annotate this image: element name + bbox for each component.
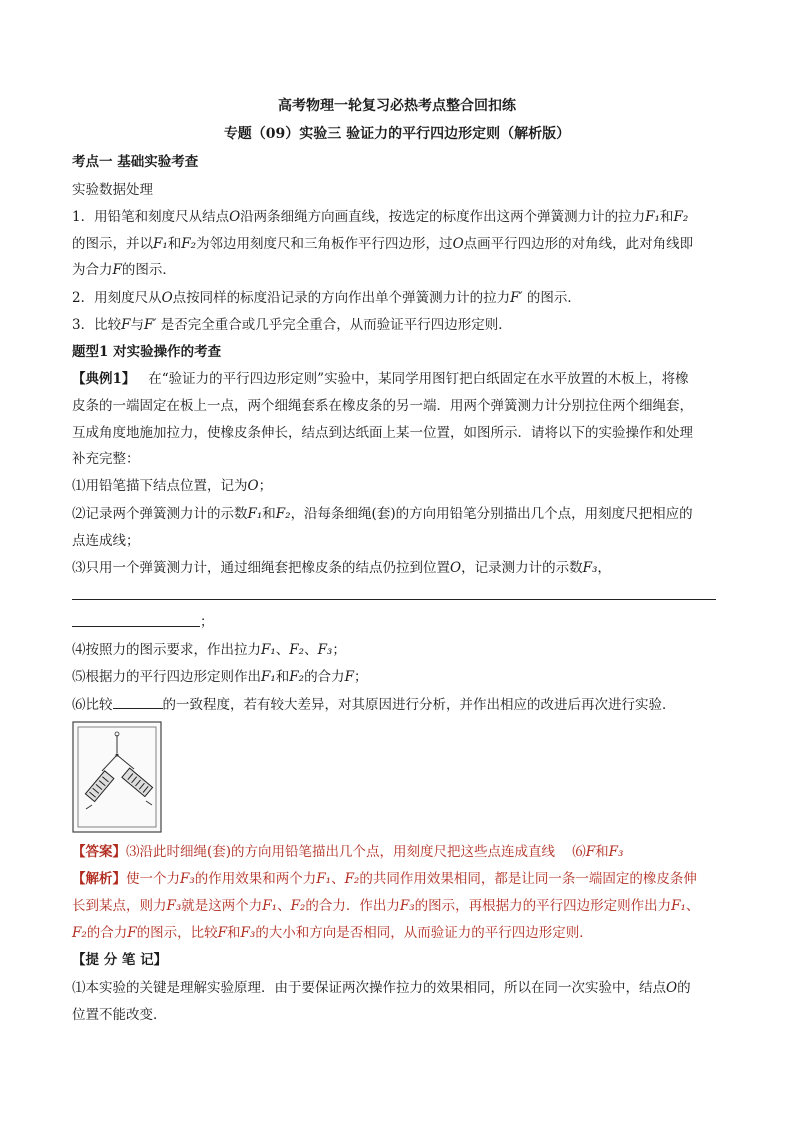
- item6: ⑹比较 的一致程度，若有较大差异，对其原因进行分析，并作出相应的改进后再次进行实验．: [72, 694, 676, 715]
- item3-end: ；: [200, 614, 214, 630]
- step1-line1: 1．用铅笔和刻度尺从结点O沿两条细绳方向画直线，按选定的标度作出这两个弹簧测力计的拉力F₁和F₂: [72, 209, 689, 225]
- analysis-line1: 【解析】使一个力F₃的作用效果和两个力F₁、F₂的共同作用效果相同，都是让同一条一端固定的橡皮条伸: [72, 871, 697, 887]
- example-line3: 互成角度地施加拉力，使橡皮条伸长，结点到达纸面上某一位置，如图所示．请将以下的实验操作和处理: [72, 425, 693, 441]
- topic1-heading: 题型1 对实验操作的考查: [72, 344, 222, 360]
- answer-blank-line-short: [72, 626, 200, 627]
- experiment-figure: [72, 721, 162, 833]
- fill-in-blank: [113, 694, 163, 709]
- data-processing-heading: 实验数据处理: [72, 182, 153, 198]
- notes-heading: 【提 分 笔 记】: [72, 952, 168, 968]
- notes-line1: ⑴本实验的关键是理解实验原理．由于要保证两次操作拉力的效果相同，所以在同一次实验中，结点O的: [72, 980, 691, 996]
- step2-line: 2．用刻度尺从O点按同样的标度沿记录的方向作出单个弹簧测力计的拉力F′ 的图示．: [72, 290, 581, 306]
- page-title: 高考物理一轮复习必热考点整合回扣练: [278, 98, 516, 114]
- item2-line2: 点连成线；: [72, 533, 140, 549]
- notes-line2: 位置不能改变．: [72, 1007, 167, 1023]
- item5: ⑸根据力的平行四边形定则作出F₁和F₂的合力F；: [72, 669, 368, 685]
- step3-line: 3．比较F与F′ 是否完全重合或几乎完全重合，从而验证平行四边形定则．: [72, 317, 512, 333]
- page-subtitle: 专题（09）实验三 验证力的平行四边形定则（解析版）: [223, 126, 571, 142]
- step1-line3: 为合力F的图示．: [72, 262, 176, 278]
- example-line1: 【典例1】 在“验证力的平行四边形定则”实验中，某同学用图钉把白纸固定在水平放置的木板上，将橡: [72, 371, 689, 387]
- answer-line: 【答案】⑶沿此时细绳(套)的方向用铅笔描出几个点，用刻度尺把这些点连成直线 ⑹F和F₃: [72, 844, 624, 860]
- item3-line1: ⑶只用一个弹簧测力计，通过细绳套把橡皮条的结点仍拉到位置O，记录测力计的示数F₃，: [72, 560, 611, 576]
- answer-blank-line: [72, 599, 716, 600]
- step1-line2: 的图示，并以F₁和F₂为邻边用刻度尺和三角板作平行四边形，过O点画平行四边形的对角线，此对角线即: [72, 236, 694, 252]
- item1: ⑴用铅笔描下结点位置，记为O；: [72, 478, 273, 494]
- example-line4: 补充完整：: [72, 451, 140, 467]
- item4: ⑷按照力的图示要求，作出拉力F₁、F₂、F₃；: [72, 642, 346, 658]
- item2-line1: ⑵记录两个弹簧测力计的示数F₁和F₂，沿每条细绳(套)的方向用铅笔分别描出几个点，用刻度尺把相应的: [72, 506, 693, 522]
- section-heading: 考点一 基础实验考查: [72, 154, 199, 170]
- example-line2: 皮条的一端固定在板上一点，两个细绳套系在橡皮条的另一端．用两个弹簧测力计分别拉住两个细绳套，: [72, 398, 693, 414]
- analysis-line3: F₂的合力F的图示，比较F和F₃的大小和方向是否相同，从而验证力的平行四边形定则．: [72, 925, 593, 941]
- analysis-line2: 长到某点，则力F₃就是这两个力F₁、F₂的合力．作出力F₃的图示，再根据力的平行四边形定则作出力F₁、: [72, 898, 700, 914]
